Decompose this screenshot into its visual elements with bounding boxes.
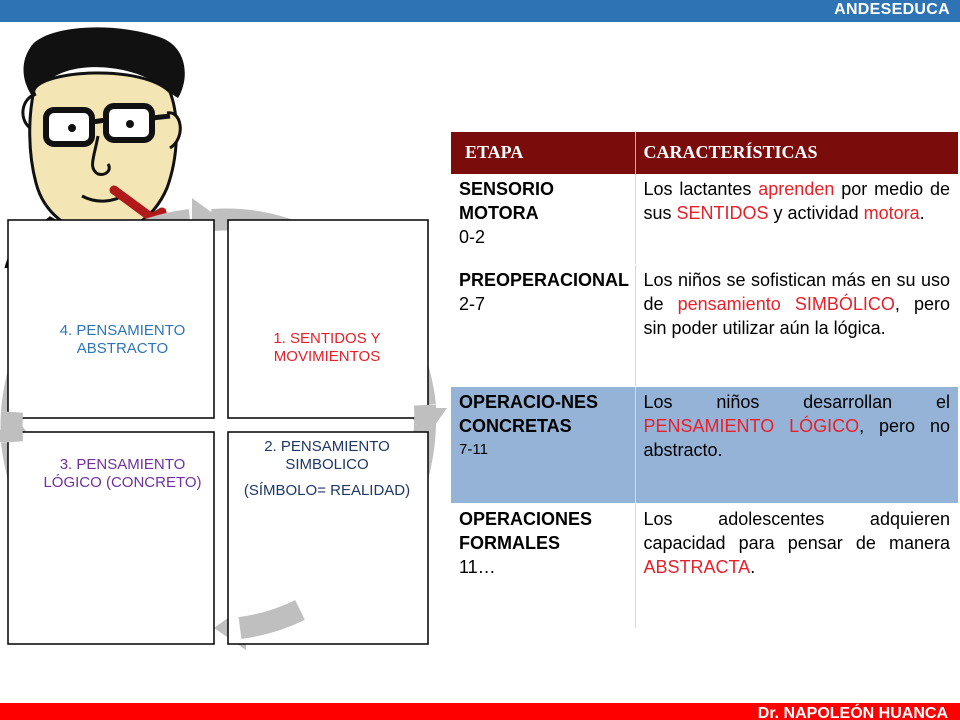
description-cell: [635, 503, 958, 628]
desc-text: Los niños desarrollan el: [643, 391, 950, 412]
desc-text: Los adolescentes adquieren capacidad para pensar de manera: [643, 508, 950, 553]
quadrant-box-1: [228, 220, 428, 418]
desc-highlight: aprenden: [758, 179, 835, 199]
cognitive-cycle-diagram: [0, 180, 450, 650]
quadrant-box-4: [8, 220, 214, 418]
bottom-bar: [0, 703, 960, 720]
description-cell: [635, 264, 958, 386]
stage-cell: [451, 503, 635, 628]
stage-age: 11…: [459, 556, 496, 577]
stage-cell: [451, 264, 635, 386]
quadrant-2-subtitle: (SÍMBOLO= REALIDAD): [243, 482, 411, 499]
stage-name: SENSORIO MOTORA: [459, 179, 555, 223]
quadrant-4-label: 4. PENSAMIENTO ABSTRACTO: [59, 322, 186, 357]
desc-text: , pero sin poder utilizar aún la lógica.: [643, 293, 951, 338]
desc-text: .: [750, 556, 756, 577]
quadrant-3-label: 3. PENSAMIENTO LÓGICO (CONCRETO): [43, 456, 202, 491]
table-row-highlighted: [451, 386, 958, 503]
stage-cell: [451, 174, 635, 264]
table-row: [451, 174, 958, 264]
desc-text: .: [919, 203, 925, 223]
table-row: [451, 264, 958, 386]
quadrant-2-label: [232, 438, 422, 500]
desc-highlight: SENTIDOS: [676, 203, 769, 223]
description-cell: [635, 386, 958, 503]
desc-text: Los lactantes: [643, 179, 759, 199]
quadrant-2-title: 2. PENSAMIENTO SIMBOLICO: [264, 438, 390, 473]
stage-name: PREOPERACIONAL: [459, 269, 630, 290]
brand-label: ANDESEDUCA: [834, 1, 950, 18]
desc-text: y actividad: [768, 203, 864, 223]
stage-age: 2-7: [459, 293, 486, 314]
description-cell: [635, 174, 958, 264]
stage-age: 0-2: [459, 227, 486, 247]
table-row: [451, 503, 958, 628]
author-label: Dr. NAPOLEÓN HUANCA: [757, 705, 948, 720]
desc-highlight: motora: [863, 203, 920, 223]
quadrant-1-label: 1. SENTIDOS Y MOVIMIENTOS: [273, 330, 381, 365]
stage-name: OPERACIO-NES CONCRETAS: [459, 391, 599, 436]
desc-highlight: ABSTRACTA: [643, 556, 751, 577]
stage-age: 7-11: [459, 440, 488, 458]
desc-highlight: pensamiento SIMBÓLICO: [677, 293, 895, 314]
desc-text: por medio de sus: [643, 179, 950, 223]
desc-text: , pero no abstracto.: [643, 415, 950, 460]
cycle-graphic: [0, 180, 450, 650]
header-etapa: ETAPA: [451, 132, 635, 174]
stages-table: [451, 132, 958, 629]
table-header-row: [451, 132, 958, 174]
header-caracteristicas: CARACTERÍSTICAS: [635, 132, 958, 174]
desc-highlight: PENSAMIENTO LÓGICO: [643, 415, 860, 436]
stage-cell: [451, 386, 635, 503]
desc-text: Los niños se sofistican más en su uso de: [643, 269, 950, 314]
stage-name: OPERACIONES FORMALES: [459, 508, 593, 553]
